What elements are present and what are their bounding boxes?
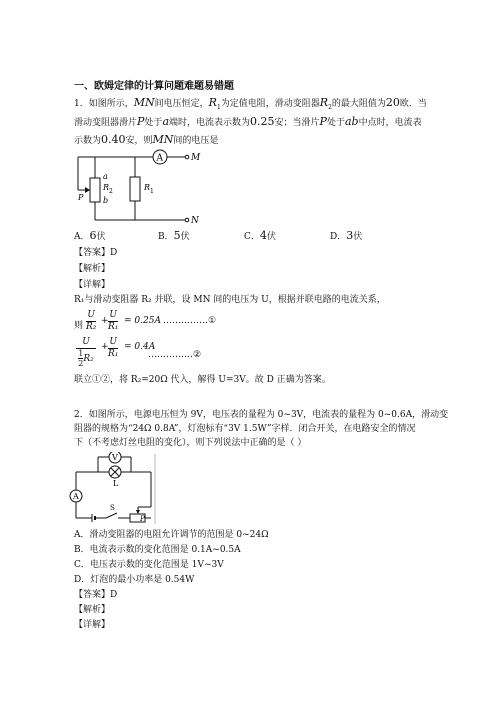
option-label: B． [158,232,174,242]
q1-text: 端时，电流表示数为 [169,118,251,128]
q1-slider-arrowhead [85,187,90,193]
q1-eq1-rhs: = 0.25A [124,316,161,326]
q1-eq2-frac-1 [76,337,96,368]
q1-line-3 [74,134,218,147]
q1-label-r2-sub: 2 [109,188,113,195]
q1-text: 处于 [326,118,345,128]
q1-option-d [330,230,362,243]
q1-ab: ab [344,115,359,128]
q1-text: 欧．当 [399,99,427,109]
q1-label-b: b [103,196,109,205]
q1-text: 滑动变阻器滑片 [74,118,138,128]
q1-answer: 【答案】D [74,248,118,258]
q1-conclusion: 联立①②，将 R₂=20Ω 代入，解得 U=3V。故 D 正确为答案。 [74,375,331,385]
q2-rheostat-label: P [140,515,145,523]
q1-p: P [137,115,145,128]
q1-line-2 [74,116,422,129]
q1-mn: MN [152,133,174,146]
q1-analysis: 【解析】 [74,264,111,274]
q2-line-2: 阻器的规格为“24Ω 0.8A”，灯泡标有“3V 1.5W”字样．闭合开关，在电路安全的情况 [74,424,416,434]
q1-r2-resistor [90,178,100,202]
q2-analysis: 【解析】 [74,605,111,615]
q1-mn: MN [133,96,155,109]
option-value: 3 [346,229,354,242]
q1-text: 示数为 [74,136,102,146]
option-value: 6 [89,229,97,242]
q2-lamp-label: L [113,479,119,488]
q1-text: 的最大阻值为 [331,99,386,109]
q1-eq2-rhs: = 0.4A [124,342,156,352]
q2-line-1: 2．如图所示，电源电压恒为 9V，电压表的量程为 0~3V，电流表的量程为 0~0.6A，滑动变 [74,410,449,420]
option-value: 4 [259,229,267,242]
q1-label-n: N [191,216,199,226]
q1-i1: 0.25 [250,115,275,128]
q1-ammeter-label: A [156,153,163,164]
q1-text: 间电压恒定， [154,99,209,109]
q1-label-m: M [191,153,201,163]
q1-eq2-frac-2 [108,337,118,360]
q1-r1-sub: 1 [216,103,221,111]
q1-label-r2: R [103,183,110,192]
q1-line-1 [74,97,427,114]
q2-switch [106,513,117,518]
q1-terminal-m [185,155,189,159]
numerator: U [76,337,96,349]
option-label: A． [74,232,90,242]
r2: R₂ [83,354,94,364]
q1-option-a [74,230,106,243]
q1-text: 安，则 [125,136,153,146]
option-label: C． [244,232,260,242]
q1-detail: 【详解】 [74,280,111,290]
q2-switch-label: S [110,504,115,512]
q1-text: 中点时，电流表 [358,118,422,128]
q1-label-p: P [78,193,84,202]
numerator: U [109,337,117,347]
q1-option-b [158,230,190,243]
q1-eq2-plus: + [101,342,109,352]
q2-detail: 【详解】 [74,620,111,630]
q1-eq1-frac-1 [86,310,96,333]
denominator: R₁ [108,322,119,332]
q2-option-d: D．灯泡的最小功率是 0.54W [74,575,195,585]
section-title: 一、欧姆定律的计算问题难题易错题 [74,81,234,92]
q2-voltmeter-label: V [112,453,118,462]
q1-explanation: R₁与滑动变阻器 R₂ 并联，设 MN 间的电压为 U，根据并联电路的电流关系， [74,295,386,305]
q2-answer: 【答案】D [74,590,118,600]
q2-option-c: C．电压表示数的变化范围是 1V~3V [74,560,224,570]
numerator: U [87,310,95,320]
q1-label-r1: R [144,183,151,192]
q1-text: 为定值电阻，滑动变阻器 [220,99,320,109]
q1-eq1-frac-2 [108,310,118,333]
q1-r1: R [208,96,217,109]
option-unit: 伏 [96,232,106,242]
q1-r2: R [319,96,329,109]
q1-label-a: a [103,172,108,181]
numerator: U [109,310,117,320]
q1-max-r: 20 [385,96,400,109]
q1-text: 处于 [144,118,163,128]
q1-eq1-ze: 则 [74,321,84,331]
q1-r2-sub: 2 [328,103,332,111]
q1-option-c [244,230,276,243]
denominator: R₁ [108,349,119,359]
q1-text: 1．如图所示， [74,99,134,109]
q1-eq2-tag: ……………② [148,350,202,360]
q1-i2: 0.40 [101,133,126,146]
q2-line-3: 下（不考虑灯丝电阻的变化），则下列说法中正确的是（ ） [74,438,307,448]
half-num: 1 [78,349,84,358]
option-unit: 伏 [266,232,276,242]
q1-circuit-diagram [70,148,210,230]
option-unit: 伏 [180,232,190,242]
half-den: 2 [78,359,84,368]
q1-a: a [162,115,169,128]
q1-text: 安；当滑片 [274,118,320,128]
q2-slider-arrowhead [136,510,140,514]
q1-p: P [319,115,327,128]
q1-label-r1-sub: 1 [150,188,154,195]
denominator: R₂ [86,322,97,332]
q2-option-b: B．电流表示数的变化范围是 0.1A~0.5A [74,545,241,555]
q2-ammeter-label: A [73,492,79,501]
option-value: 5 [173,229,181,242]
q1-eq1-tag: ……………① [163,316,217,326]
q1-r1-resistor [130,177,140,201]
q2-circuit-diagram [68,452,158,524]
denominator [76,349,96,368]
option-label: D． [330,232,347,242]
q2-option-a: A．滑动变阻器的电阻允许调节的范围是 0~24Ω [74,530,269,540]
q1-eq1-plus: + [101,316,109,326]
q1-text: 间的电压是 [173,136,219,146]
option-unit: 伏 [353,232,363,242]
q1-terminal-n [185,218,189,222]
